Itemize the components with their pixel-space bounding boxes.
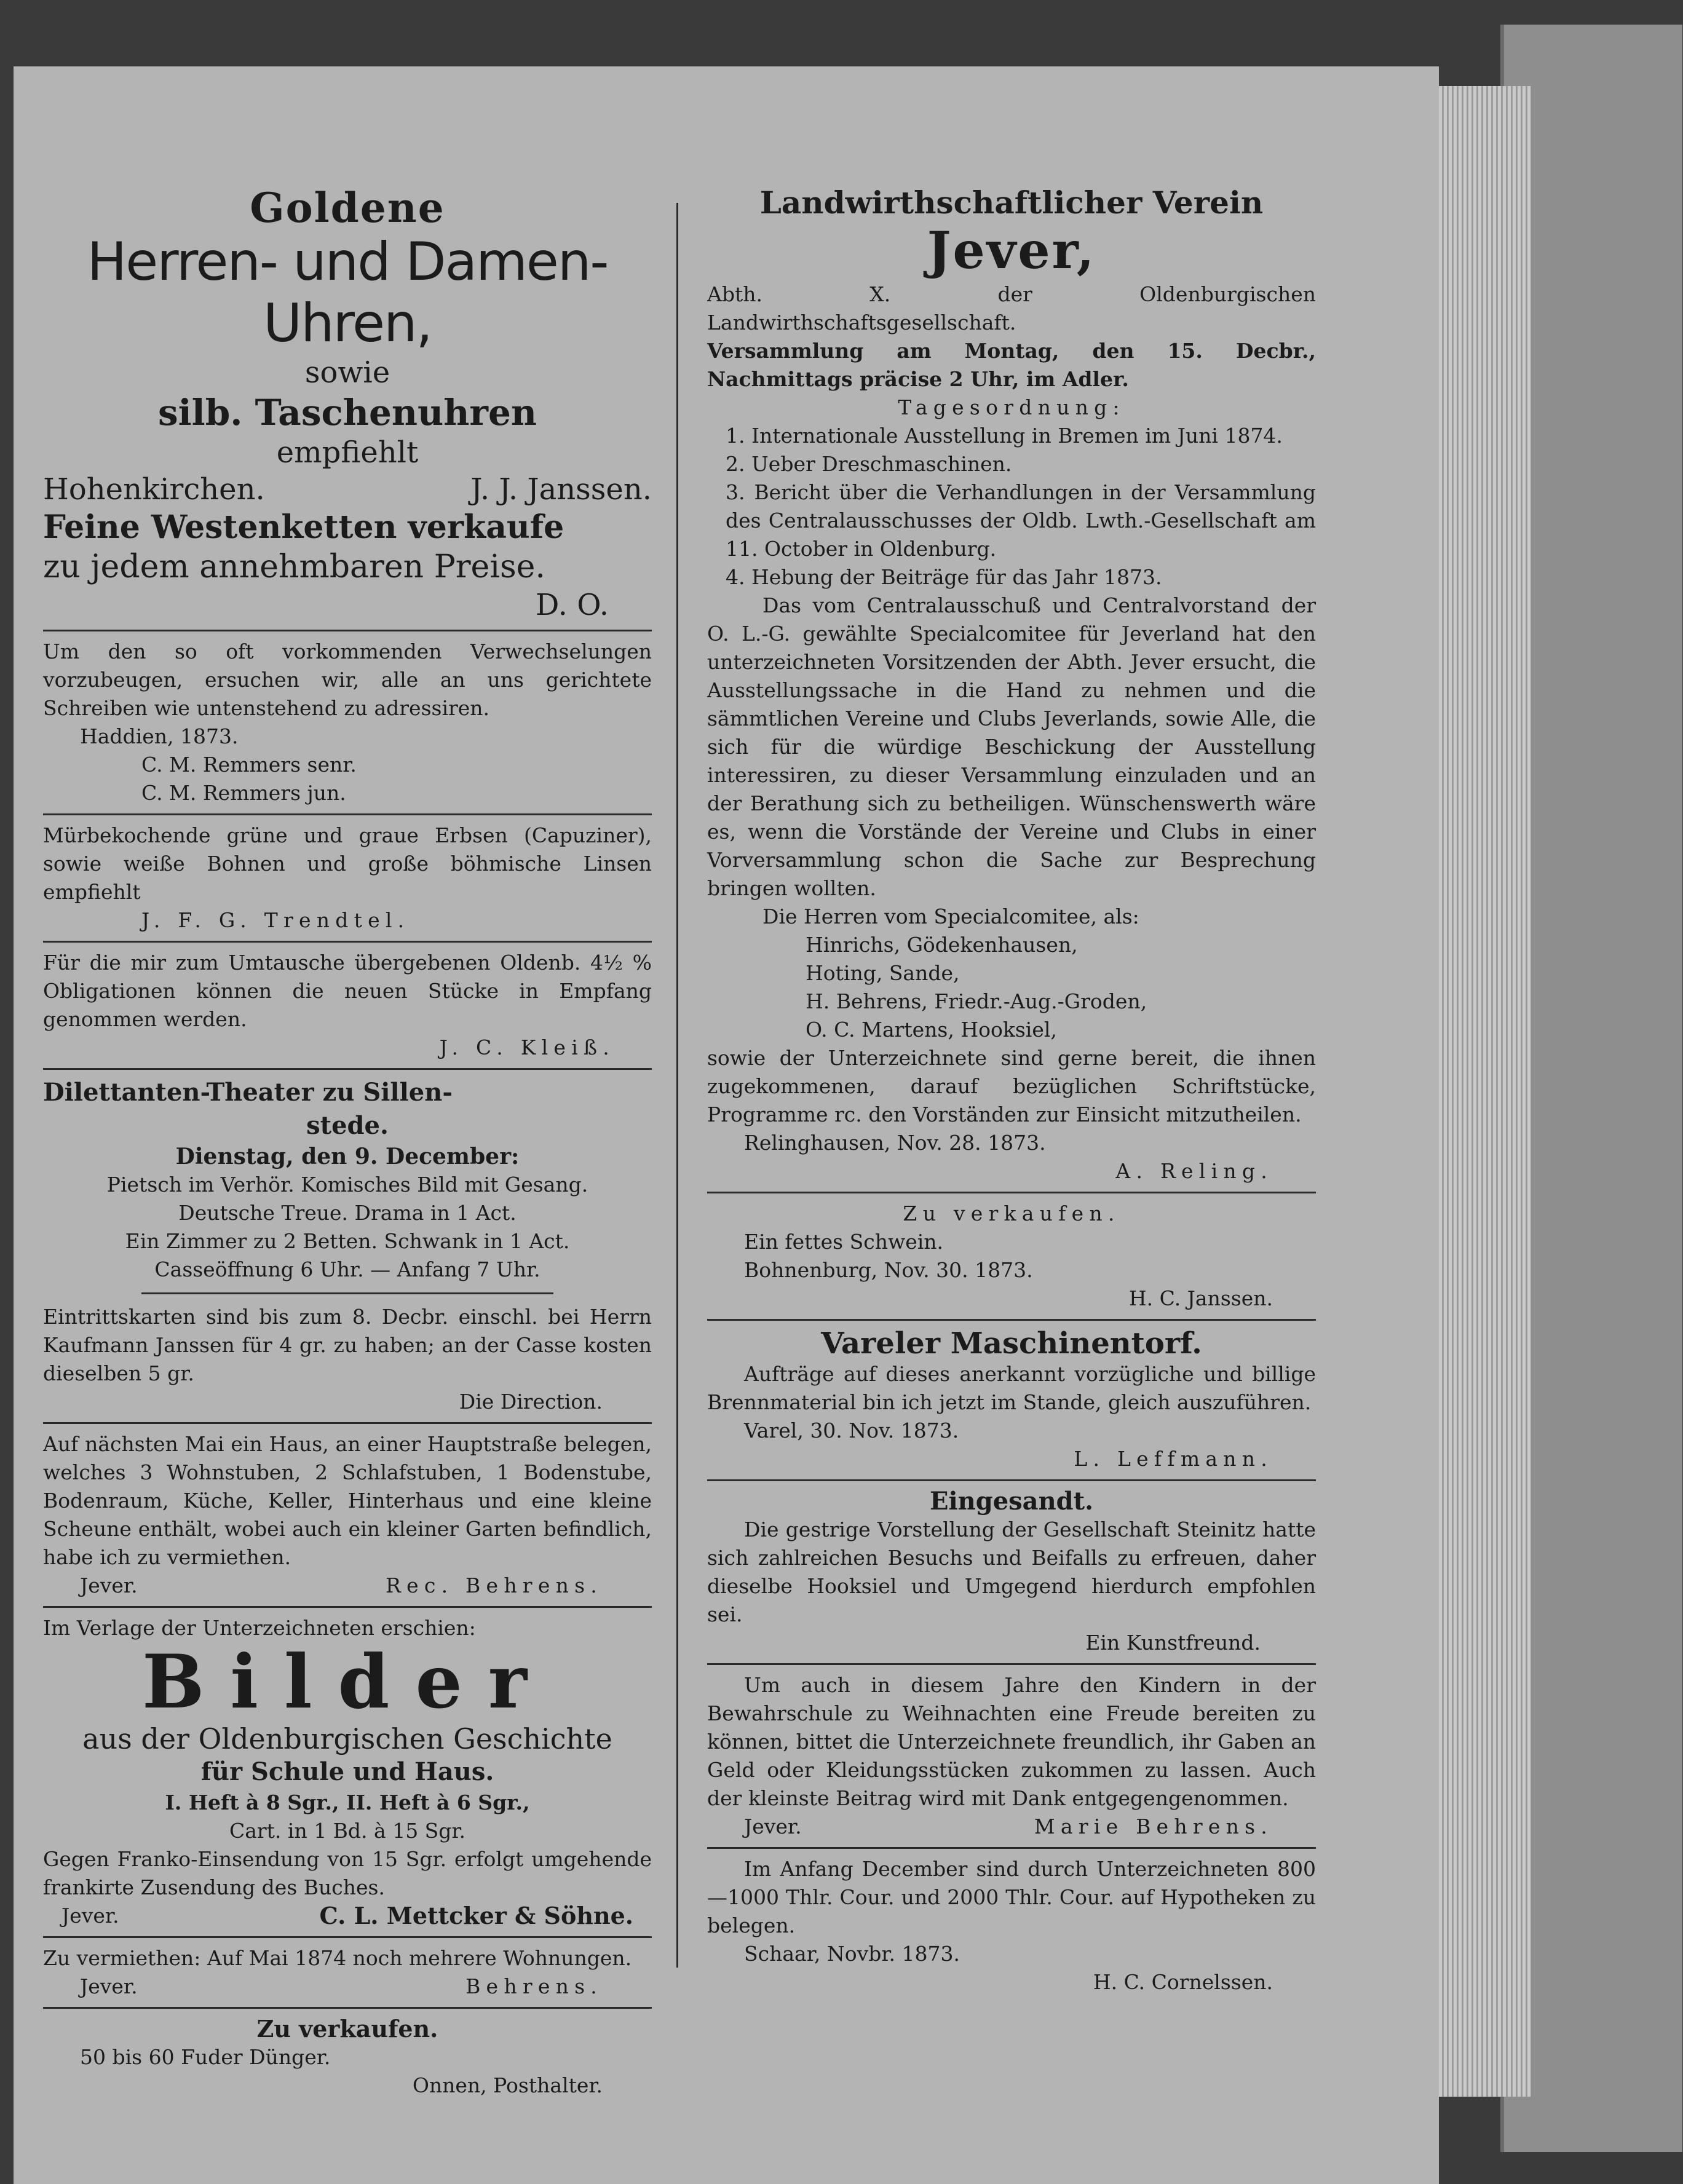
ad-agri-agenda: Tagesordnung: xyxy=(898,395,1125,419)
ad-agri-item2: 2. Ueber Dreschmaschinen. xyxy=(726,452,1012,476)
ad-mortgage-sign: H. C. Cornelssen. xyxy=(1093,1970,1273,1994)
separator-rule xyxy=(707,1192,1316,1193)
separator-rule xyxy=(43,813,652,815)
ad-christmas-place: Jever. xyxy=(744,1814,802,1838)
column-divider xyxy=(676,203,678,1968)
ad-agri-n2: Hoting, Sande, xyxy=(806,961,960,985)
ad-house xyxy=(43,1430,652,1600)
separator-rule xyxy=(43,2007,652,2009)
ad-book-l1: I. Heft à 8 Sgr., II. Heft à 6 Sgr., xyxy=(165,1790,530,1814)
ad-watches xyxy=(43,184,652,623)
ad-remmers-sign2: C. M. Remmers jun. xyxy=(141,781,346,805)
ad-watches-line7: Feine Westenketten verkaufe xyxy=(43,508,564,546)
ad-theater-l1: Pietsch im Verhör. Komisches Bild mit Gesang. xyxy=(106,1173,588,1197)
ad-christmas-text: Um auch in diesem Jahre den Kindern in der Bewahrschule zu Weihnachten eine Freude bereiten zu können, bittet die Unterzeichnete freundlich, ihr Gaben an Geld oder Kleidungsstücken zukommen zu lassen. Auch der kleinste Beitrag wird mit Dank entgegengenommen. xyxy=(707,1673,1316,1810)
ad-christmas-footer xyxy=(707,1813,1316,1841)
left-column xyxy=(43,184,652,2100)
ad-agri-p1: Das vom Centralausschuß und Centralvorstand der O. L.-G. gewählte Specialcomitee für Jeverland hat den unterzeichneten Vorsitzenden der Abth. Jever ersucht, die Ausstellungssache in die Hand zu nehmen und die sämmtlichen Vereine und Clubs Jeverlands, sowie Alle, die sich für die würdige Beschickung der Ausstellung interessiren, zu dieser Versammlung einzuladen und an der Berathung sich zu betheiligen. Wünschenswerth wäre es, wenn die Vorstände der Vereine und Clubs in einer Vorversammlung schon die Sache zur Besprechung bringen wollten. xyxy=(707,593,1316,900)
separator-rule xyxy=(707,1479,1316,1481)
ad-book-sub1: aus der Oldenburgischen Geschichte xyxy=(82,1722,612,1755)
ad-watches-seller xyxy=(43,471,652,508)
ad-submitted-sign: Ein Kunstfreund. xyxy=(1085,1631,1261,1655)
separator-rule xyxy=(707,1847,1316,1849)
ad-submitted xyxy=(707,1487,1316,1657)
ad-peas-sign: J. F. G. Trendtel. xyxy=(141,908,410,932)
ad-agri-n1: Hinrichs, Gödekenhausen, xyxy=(806,933,1078,957)
ad-peat-place: Varel, 30. Nov. 1873. xyxy=(744,1418,959,1442)
separator-rule xyxy=(707,1663,1316,1665)
page-edges xyxy=(1439,86,1531,2097)
ad-remmers xyxy=(43,638,652,807)
separator-rule xyxy=(707,1319,1316,1321)
ad-agri-sub: Abth. X. der Oldenburgischen Landwirthschaftsgesellschaft. xyxy=(707,282,1316,334)
separator-rule xyxy=(43,1606,652,1608)
ad-agri-title1: Landwirthschaftlicher Verein xyxy=(759,184,1264,221)
ad-pig-title: Zu verkaufen. xyxy=(903,1201,1120,1225)
short-rule xyxy=(141,1292,553,1294)
separator-rule xyxy=(43,1422,652,1424)
ad-agri-meet: Versammlung am Montag, den 15. Decbr., Nachmittags präcise 2 Uhr, im Adler. xyxy=(707,339,1316,391)
ad-agri-item4: 4. Hebung der Beiträge für das Jahr 1873. xyxy=(726,565,1162,589)
ad-pig-l1: Ein fettes Schwein. xyxy=(744,1230,944,1254)
ad-peat-text: Aufträge auf dieses anerkannt vorzügliche und billige Brennmaterial bin ich jetzt im Stande, gleich auszuführen. xyxy=(707,1362,1316,1414)
ad-theater-l2: Deutsche Treue. Drama in 1 Act. xyxy=(178,1201,517,1225)
ad-watches-line1: Goldene xyxy=(250,184,445,232)
ad-manure-title: Zu verkaufen. xyxy=(256,2015,438,2043)
ad-book-place: Jever. xyxy=(61,1904,119,1928)
ad-watches-line2: Herren- und Damen-Uhren, xyxy=(87,231,608,354)
ad-submitted-text: Die gestrige Vorstellung der Gesellschaft Steinitz hatte sich zahlreichen Besuchs und Beifalls zu erfreuen, daher dieselbe Hooksiel und Umgegend hierdurch empfohlen sei. xyxy=(707,1517,1316,1626)
ad-watches-line5: empfiehlt xyxy=(276,435,419,470)
ad-watches-place: Hohenkirchen. xyxy=(43,472,265,507)
ad-book-intro: Im Verlage der Unterzeichneten erschien: xyxy=(43,1616,476,1640)
ad-watches-line8: zu jedem annehmbaren Preise. xyxy=(43,548,545,585)
ad-house-footer xyxy=(43,1572,652,1600)
ad-theater-title2: stede. xyxy=(306,1111,389,1140)
ad-agri-title2: Jever, xyxy=(927,221,1096,280)
ad-watches-sign: D. O. xyxy=(535,588,609,622)
ad-christmas-sign: Marie Behrens. xyxy=(1034,1814,1273,1838)
ad-theater-l3: Ein Zimmer zu 2 Betten. Schwank in 1 Act. xyxy=(125,1229,570,1253)
ad-watches-name: J. J. Janssen. xyxy=(470,472,652,507)
ad-rent-text: Zu vermiethen: Auf Mai 1874 noch mehrere Wohnungen. xyxy=(43,1946,632,1970)
ad-manure xyxy=(43,2015,652,2100)
ad-theater-title1: Dilettanten-Theater zu Sillen- xyxy=(43,1078,453,1107)
ad-agri-place: Relinghausen, Nov. 28. 1873. xyxy=(744,1131,1046,1155)
ad-book-l3: Gegen Franko-Einsendung von 15 Sgr. erfolgt umgehende frankirte Zusendung des Buches. xyxy=(43,1847,652,1899)
separator-rule xyxy=(43,1936,652,1938)
ad-book-l2: Cart. in 1 Bd. à 15 Sgr. xyxy=(229,1819,466,1843)
ad-manure-l1: 50 bis 60 Fuder Dünger. xyxy=(80,2045,331,2069)
ad-peat xyxy=(707,1327,1316,1473)
ad-peas-text: Mürbekochende grüne und graue Erbsen (Capuziner), sowie weiße Bohnen und große böhmische Linsen empfiehlt xyxy=(43,823,652,904)
ad-theater xyxy=(43,1076,652,1416)
ad-agri-item1: 1. Internationale Ausstellung in Bremen im Juni 1874. xyxy=(726,424,1283,448)
ad-house-sign: Rec. Behrens. xyxy=(386,1573,603,1597)
ad-book xyxy=(43,1614,652,1930)
ad-theater-date: Dienstag, den 9. December: xyxy=(175,1144,520,1169)
ad-book-footer xyxy=(43,1902,652,1930)
separator-rule xyxy=(43,1068,652,1070)
ad-rent-sign: Behrens. xyxy=(465,1974,603,1998)
ad-remmers-sign1: C. M. Remmers senr. xyxy=(141,753,357,777)
ad-watches-line3: sowie xyxy=(304,355,390,390)
ad-agri-n4: O. C. Martens, Hooksiel, xyxy=(806,1018,1057,1042)
ad-theater-sign: Die Direction. xyxy=(459,1390,603,1414)
ad-rent xyxy=(43,1944,652,2001)
ad-rent-place: Jever. xyxy=(80,1974,138,1998)
ad-bonds-sign: J. C. Kleiß. xyxy=(439,1035,615,1059)
ad-remmers-place: Haddien, 1873. xyxy=(80,724,239,748)
ad-book-title: Bilder xyxy=(141,1639,553,1725)
ad-peas xyxy=(43,821,652,935)
ad-theater-l4: Casseöffnung 6 Uhr. — Anfang 7 Uhr. xyxy=(154,1257,541,1281)
ad-christmas xyxy=(707,1671,1316,1841)
ad-manure-sign: Onnen, Posthalter. xyxy=(412,2073,603,2097)
ad-peat-sign: L. Leffmann. xyxy=(1074,1447,1273,1471)
ad-pig-place: Bohnenburg, Nov. 30. 1873. xyxy=(744,1258,1033,1282)
ad-agri-society xyxy=(707,184,1316,1185)
right-column xyxy=(707,184,1316,1996)
ad-agri-p3: sowie der Unterzeichnete sind gerne bereit, die ihnen zugekommenen, darauf bezüglichen Schriftstücke, Programme rc. den Vorständen zur Einsicht mitzutheilen. xyxy=(707,1046,1316,1126)
ad-bonds-text: Für die mir zum Umtausche übergebenen Oldenb. 4½ % Obligationen können die neuen Stücke in Empfang genommen werden. xyxy=(43,951,652,1031)
ad-mortgage-text: Im Anfang December sind durch Unterzeichneten 800—1000 Thlr. Cour. und 2000 Thlr. Cour. auf Hypotheken zu belegen. xyxy=(707,1857,1316,1937)
ad-mortgage-place: Schaar, Novbr. 1873. xyxy=(744,1942,960,1966)
separator-rule xyxy=(43,630,652,631)
ad-remmers-text: Um den so oft vorkommenden Verwechselungen vorzubeugen, ersuchen wir, alle an uns gerichtete Schreiben wie untenstehend zu adressiren. xyxy=(43,639,652,720)
ad-agri-p2: Die Herren vom Specialcomitee, als: xyxy=(762,904,1139,928)
ad-agri-sign: A. Reling. xyxy=(1115,1159,1273,1183)
ad-house-place: Jever. xyxy=(80,1573,138,1597)
ad-book-sub2: für Schule und Haus. xyxy=(200,1757,494,1786)
ad-rent-footer xyxy=(43,1972,652,2001)
ad-watches-line4: silb. Taschenuhren xyxy=(157,392,537,433)
ad-mortgage xyxy=(707,1855,1316,1996)
ad-agri-n3: H. Behrens, Friedr.-Aug.-Groden, xyxy=(806,989,1147,1013)
separator-rule xyxy=(43,941,652,943)
ad-pig-sign: H. C. Janssen. xyxy=(1128,1286,1273,1310)
ad-agri-item3: 3. Bericht über die Verhandlungen in der Versammlung des Centralausschusses der Oldb. Lwth.-Gesellschaft am 11. October in Oldenburg. xyxy=(726,480,1316,561)
ad-submitted-title: Eingesandt. xyxy=(929,1487,1094,1516)
ad-book-sign: C. L. Mettcker & Söhne. xyxy=(319,1902,633,1929)
ad-theater-text: Eintrittskarten sind bis zum 8. Decbr. einschl. bei Herrn Kaufmann Janssen für 4 gr. zu haben; an der Casse kosten dieselben 5 gr. xyxy=(43,1305,652,1385)
ad-pig xyxy=(707,1200,1316,1313)
ad-bonds xyxy=(43,949,652,1062)
ad-house-text: Auf nächsten Mai ein Haus, an einer Hauptstraße belegen, welches 3 Wohnstuben, 2 Schlafstuben, 1 Bodenstube, Bodenraum, Küche, Keller, Hinterhaus und eine kleine Scheune enthält, wobei auch ein kleiner Garten befindlich, habe ich zu vermiethen. xyxy=(43,1432,652,1569)
ad-peat-title: Vareler Maschinentorf. xyxy=(821,1326,1202,1361)
